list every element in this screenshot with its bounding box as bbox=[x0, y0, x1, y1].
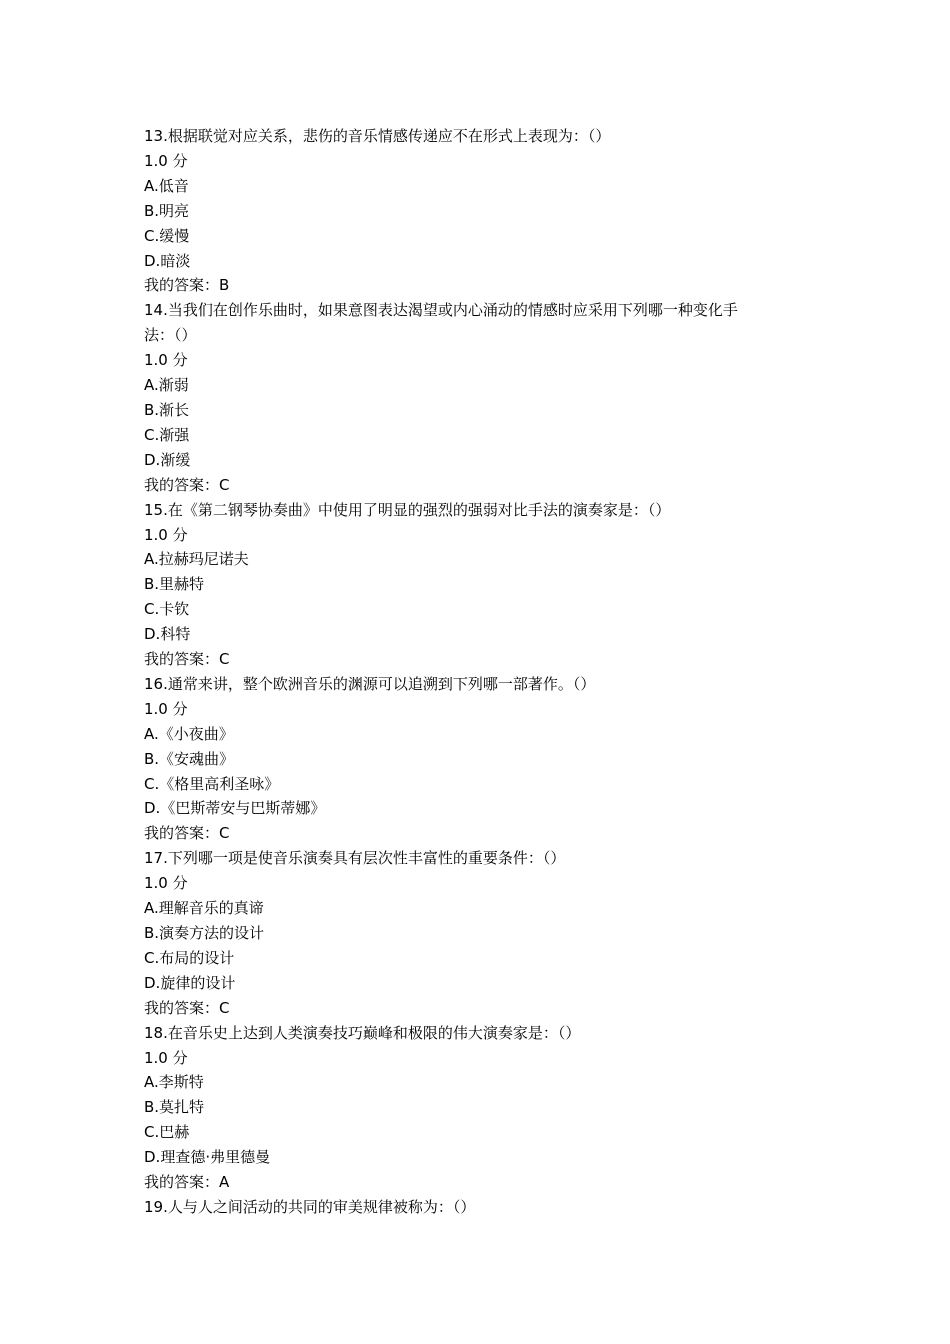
option-c: C.巴赫 bbox=[144, 1123, 190, 1142]
option-a: A.拉赫玛尼诺夫 bbox=[144, 550, 249, 569]
my-answer: 我的答案：C bbox=[144, 824, 230, 843]
option-b: B.演奏方法的设计 bbox=[144, 924, 265, 942]
option-b: B.莫扎特 bbox=[144, 1098, 205, 1117]
question-score: 1.0 分 bbox=[144, 874, 188, 893]
question-score: 1.0 分 bbox=[144, 699, 188, 718]
option-d: D.暗淡 bbox=[144, 251, 191, 270]
option-c: C.渐强 bbox=[144, 425, 190, 444]
option-b: B.渐长 bbox=[144, 400, 190, 419]
document-page bbox=[144, 124, 824, 1220]
option-a: A.渐弱 bbox=[144, 376, 189, 395]
option-c: C.布局的设计 bbox=[144, 948, 235, 967]
my-answer: 我的答案：C bbox=[144, 650, 230, 669]
question-19 bbox=[144, 1195, 824, 1220]
question-14 bbox=[144, 298, 824, 497]
question-text: 14.当我们在创作乐曲时，如果意图表达渴望或内心涌动的情感时应采用下列哪一种变化手 bbox=[144, 301, 738, 320]
option-d: D.《巴斯蒂安与巴斯蒂娜》 bbox=[144, 799, 326, 818]
question-15 bbox=[144, 498, 824, 672]
option-a: A.《小夜曲》 bbox=[144, 724, 234, 743]
option-b: B.《安魂曲》 bbox=[144, 749, 235, 768]
my-answer: 我的答案：B bbox=[144, 276, 230, 295]
question-text: 19.人与人之间活动的共同的审美规律被称为：（） bbox=[144, 1197, 476, 1216]
option-d: D.渐缓 bbox=[144, 450, 191, 469]
question-text: 17.下列哪一项是使音乐演奏具有层次性丰富性的重要条件：（） bbox=[144, 849, 566, 868]
option-c: C.卡钦 bbox=[144, 600, 190, 619]
question-18 bbox=[144, 1021, 824, 1195]
option-d: D.科特 bbox=[144, 625, 191, 644]
question-text: 16.通常来讲，整个欧洲音乐的渊源可以追溯到下列哪一部著作。（） bbox=[144, 674, 596, 693]
my-answer: 我的答案：C bbox=[144, 998, 230, 1017]
my-answer: 我的答案：A bbox=[144, 1173, 230, 1192]
question-score: 1.0 分 bbox=[144, 151, 188, 170]
question-score: 1.0 分 bbox=[144, 1048, 188, 1067]
option-b: B.明亮 bbox=[144, 201, 190, 220]
question-score: 1.0 分 bbox=[144, 351, 188, 370]
option-d: D.理查德·弗里德曼 bbox=[144, 1148, 271, 1167]
my-answer: 我的答案：C bbox=[144, 475, 230, 494]
question-score: 1.0 分 bbox=[144, 525, 188, 544]
option-c: C.《格里高利圣咏》 bbox=[144, 774, 280, 793]
question-text: 18.在音乐史上达到人类演奏技巧巅峰和极限的伟大演奏家是：（） bbox=[144, 1023, 581, 1042]
question-text-continued: 法：（） bbox=[144, 326, 197, 345]
option-a: A.低音 bbox=[144, 176, 189, 195]
option-a: A.理解音乐的真谛 bbox=[144, 899, 264, 918]
question-13 bbox=[144, 124, 824, 298]
option-d: D.旋律的设计 bbox=[144, 973, 236, 992]
question-16 bbox=[144, 672, 824, 846]
question-text: 13.根据联觉对应关系，悲伤的音乐情感传递应不在形式上表现为：（） bbox=[144, 127, 611, 145]
question-text: 15.在《第二钢琴协奏曲》中使用了明显的强烈的强弱对比手法的演奏家是：（） bbox=[144, 500, 671, 519]
question-17 bbox=[144, 846, 824, 1020]
option-c: C.缓慢 bbox=[144, 226, 190, 245]
option-b: B.里赫特 bbox=[144, 575, 205, 594]
option-a: A.李斯特 bbox=[144, 1073, 204, 1092]
